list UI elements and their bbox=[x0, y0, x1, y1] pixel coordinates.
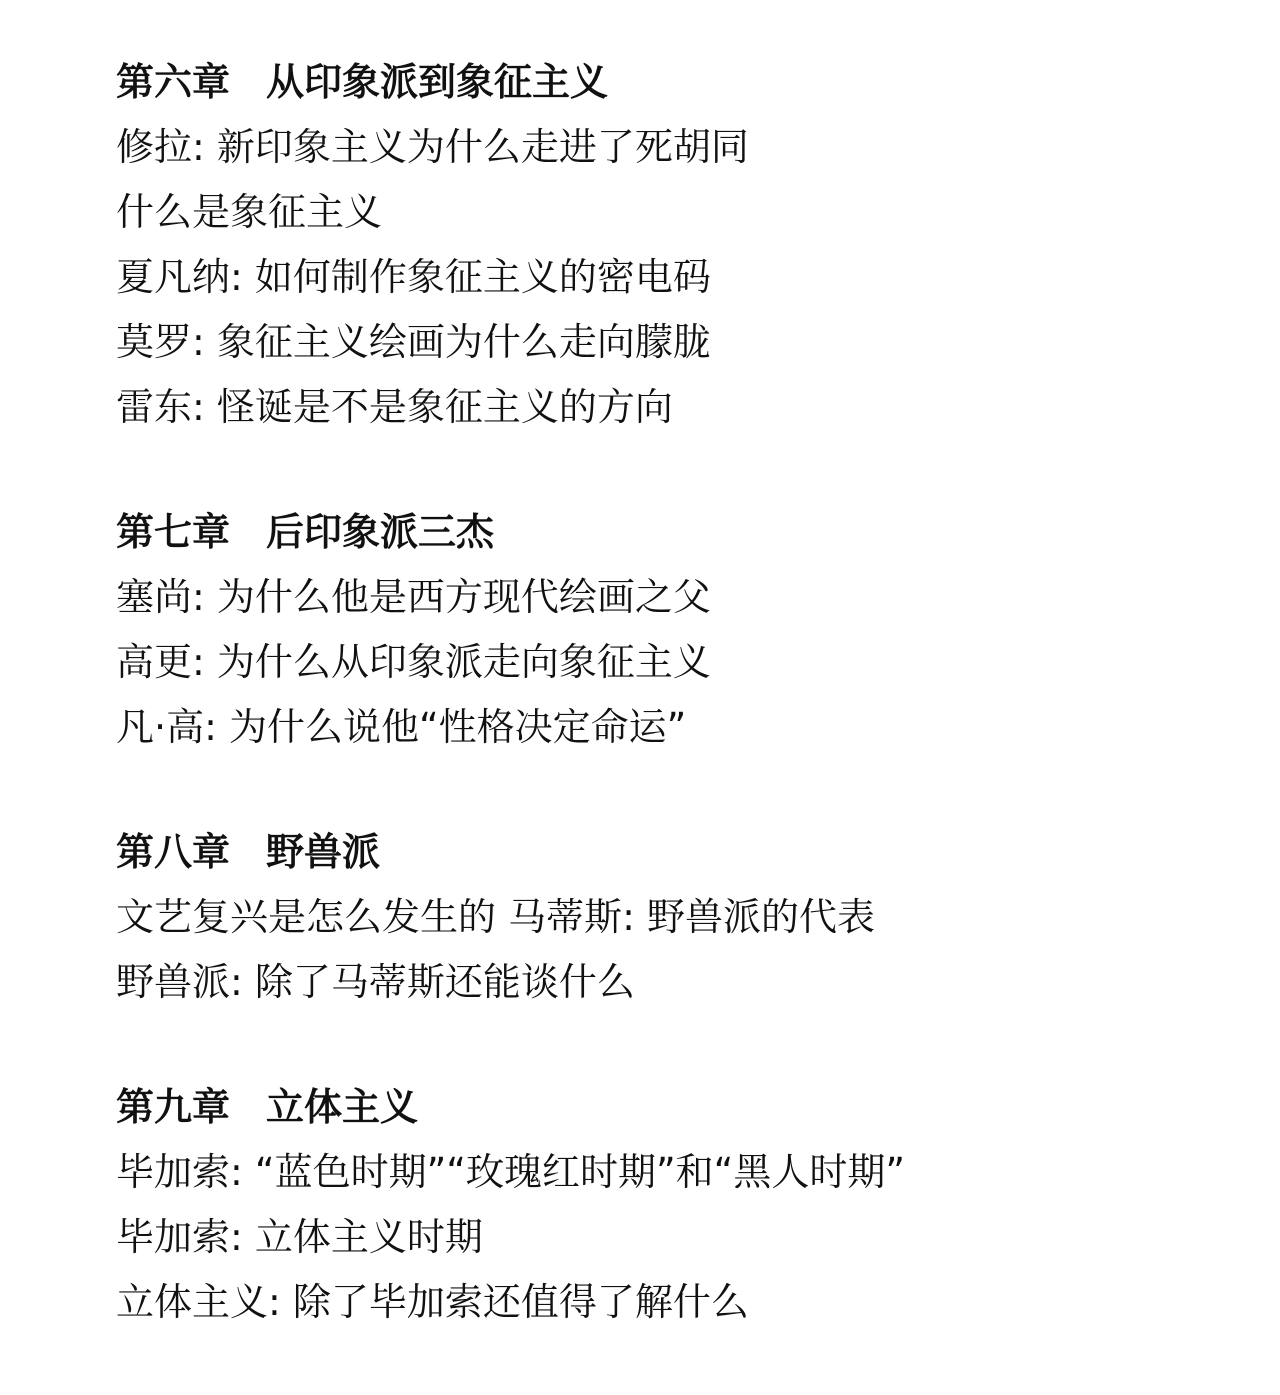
chapter-9 bbox=[116, 1075, 1236, 1335]
chapter-number: 第七章 bbox=[116, 510, 231, 554]
chapter-heading bbox=[116, 50, 1236, 115]
toc-entry[interactable]: 文艺复兴是怎么发生的 马蒂斯: 野兽派的代表 bbox=[116, 895, 875, 939]
table-of-contents bbox=[116, 50, 1236, 1395]
chapter-number: 第九章 bbox=[116, 1085, 231, 1129]
chapter-8 bbox=[116, 820, 1236, 1015]
chapter-title: 后印象派三杰 bbox=[266, 510, 495, 554]
chapter-6 bbox=[116, 50, 1236, 440]
toc-entry[interactable]: 什么是象征主义 bbox=[116, 190, 383, 234]
toc-entry[interactable]: 高更: 为什么从印象派走向象征主义 bbox=[116, 640, 711, 684]
toc-entry[interactable]: 毕加索: “蓝色时期”“玫瑰红时期”和“黑人时期” bbox=[116, 1150, 906, 1194]
chapter-number: 第六章 bbox=[116, 60, 231, 104]
chapter-number: 第八章 bbox=[116, 830, 231, 874]
chapter-title: 立体主义 bbox=[266, 1085, 419, 1129]
toc-entry[interactable]: 凡·高: 为什么说他“性格决定命运” bbox=[116, 705, 687, 749]
toc-entry[interactable]: 塞尚: 为什么他是西方现代绘画之父 bbox=[116, 575, 711, 619]
chapter-heading bbox=[116, 820, 1236, 885]
toc-entry[interactable]: 莫罗: 象征主义绘画为什么走向朦胧 bbox=[116, 320, 711, 364]
toc-entry[interactable]: 野兽派: 除了马蒂斯还能谈什么 bbox=[116, 960, 635, 1004]
chapter-title: 从印象派到象征主义 bbox=[266, 60, 609, 104]
toc-entry[interactable]: 立体主义: 除了毕加索还值得了解什么 bbox=[116, 1280, 749, 1324]
toc-entry[interactable]: 夏凡纳: 如何制作象征主义的密电码 bbox=[116, 255, 711, 299]
chapter-heading bbox=[116, 500, 1236, 565]
toc-entry[interactable]: 修拉: 新印象主义为什么走进了死胡同 bbox=[116, 125, 749, 169]
chapter-title: 野兽派 bbox=[266, 830, 381, 874]
chapter-7 bbox=[116, 500, 1236, 760]
toc-entry[interactable]: 雷东: 怪诞是不是象征主义的方向 bbox=[116, 385, 673, 429]
toc-entry[interactable]: 毕加索: 立体主义时期 bbox=[116, 1215, 483, 1259]
chapter-heading bbox=[116, 1075, 1236, 1140]
